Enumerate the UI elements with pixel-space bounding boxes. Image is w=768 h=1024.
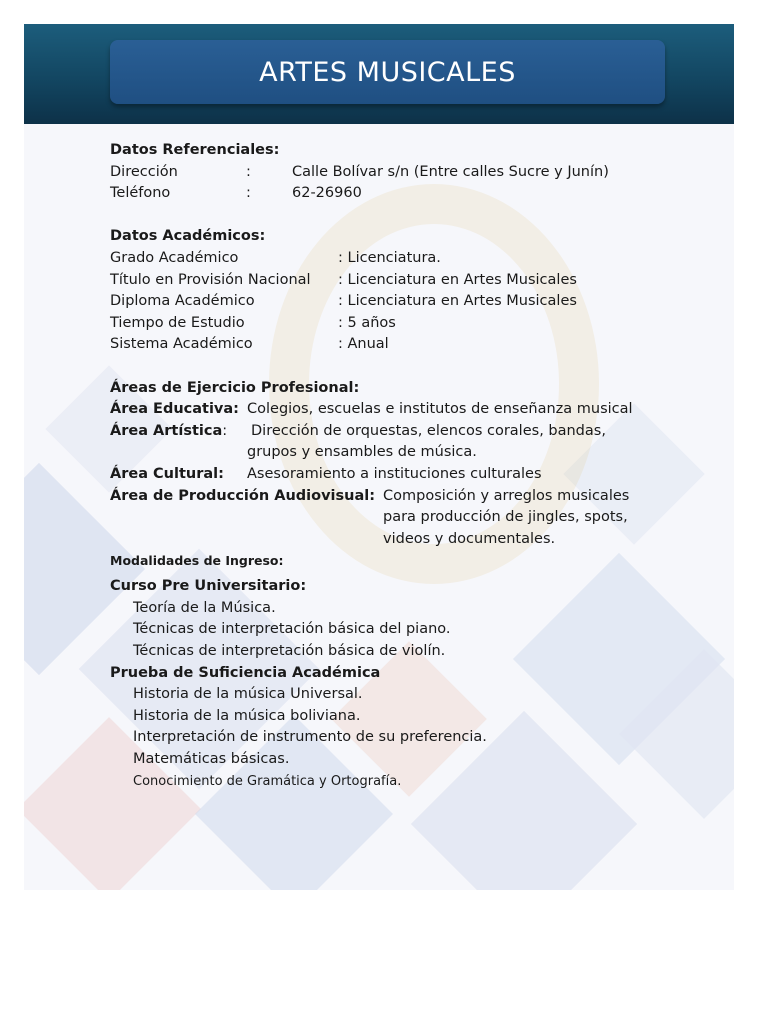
colon: : — [222, 422, 228, 439]
info-row-direccion — [110, 162, 710, 184]
value-grado-academico: : Licenciatura. — [338, 249, 441, 266]
info-row-grado — [110, 248, 710, 270]
info-row-titulo — [110, 270, 710, 292]
list-item: Teoría de la Música. — [133, 599, 276, 616]
label-titulo: Título en Provisión Nacional — [110, 271, 311, 288]
list-item: Historia de la música Universal. — [133, 686, 363, 703]
value-area-educativa: Colegios, escuelas e institutos de enseñanza musical — [247, 401, 633, 418]
section-heading-modalidades: Modalidades de Ingreso: — [110, 553, 284, 569]
list-item: Matemáticas básicas. — [133, 751, 290, 768]
value-area-produccion-2: para producción de jingles, spots, — [383, 509, 628, 526]
section-heading-datos-referenciales: Datos Referenciales: — [110, 142, 280, 158]
label-direccion: Dirección — [110, 163, 178, 180]
value-tiempo-estudio: : 5 años — [338, 314, 396, 331]
label-grado-academico: Grado Académico — [110, 249, 239, 266]
list-item: Historia de la música boliviana. — [133, 707, 361, 724]
separator: : — [246, 163, 251, 180]
value-area-artistica: Dirección de orquestas, elencos corales, bandas, — [251, 422, 606, 439]
list-item: Conocimiento de Gramática y Ortografía. — [133, 773, 402, 789]
area-row-educativa — [110, 399, 710, 421]
value-telefono: 62-26960 — [292, 185, 362, 202]
label-telefono: Teléfono — [110, 185, 171, 202]
content — [110, 140, 710, 792]
separator: : — [246, 185, 251, 202]
label-sistema: Sistema Académico — [110, 336, 253, 353]
area-row-artistica — [110, 421, 710, 443]
value-area-cultural: Asesoramiento a instituciones culturales — [247, 465, 542, 482]
list-item: Técnicas de interpretación básica del piano. — [133, 621, 451, 638]
title-box — [110, 40, 665, 104]
value-area-artistica-cont: grupos y ensambles de música. — [247, 444, 477, 461]
value-area-produccion-1: Composición y arreglos musicales — [383, 487, 630, 504]
section-heading-areas: Áreas de Ejercicio Profesional: — [110, 379, 360, 396]
label-tiempo-estudio: Tiempo de Estudio — [110, 314, 245, 331]
area-row-produccion-cont — [110, 507, 710, 529]
list-item: Interpretación de instrumento de su preferencia. — [133, 729, 487, 746]
value-sistema: : Anual — [338, 336, 389, 353]
label-area-cultural: Área Cultural: — [110, 465, 224, 482]
info-row-sistema — [110, 334, 710, 356]
value-direccion: Calle Bolívar s/n (Entre calles Sucre y Junín) — [292, 163, 609, 180]
info-row-diploma — [110, 291, 710, 313]
area-row-produccion — [110, 486, 710, 508]
info-row-telefono — [110, 183, 710, 205]
page-title: ARTES MUSICALES — [259, 56, 516, 88]
value-titulo: : Licenciatura en Artes Musicales — [338, 271, 577, 288]
header-banner — [24, 24, 734, 124]
label-area-produccion: Área de Producción Audiovisual: — [110, 487, 376, 504]
value-diploma: : Licenciatura en Artes Musicales — [338, 293, 577, 310]
list-item: Técnicas de interpretación básica de violín. — [133, 643, 446, 660]
subheading-prueba-suficiencia: Prueba de Suficiencia Académica — [110, 664, 381, 681]
section-heading-datos-academicos: Datos Académicos: — [110, 228, 266, 245]
label-area-educativa: Área Educativa: — [110, 401, 239, 418]
label-area-artistica: Área Artística — [110, 422, 223, 439]
area-row-artistica-cont — [110, 442, 710, 464]
subheading-curso-pre: Curso Pre Universitario: — [110, 578, 307, 595]
area-row-produccion-cont — [110, 529, 710, 551]
area-row-cultural — [110, 464, 710, 486]
value-area-produccion-3: videos y documentales. — [383, 530, 556, 547]
label-diploma: Diploma Académico — [110, 293, 255, 310]
info-row-tiempo — [110, 313, 710, 335]
